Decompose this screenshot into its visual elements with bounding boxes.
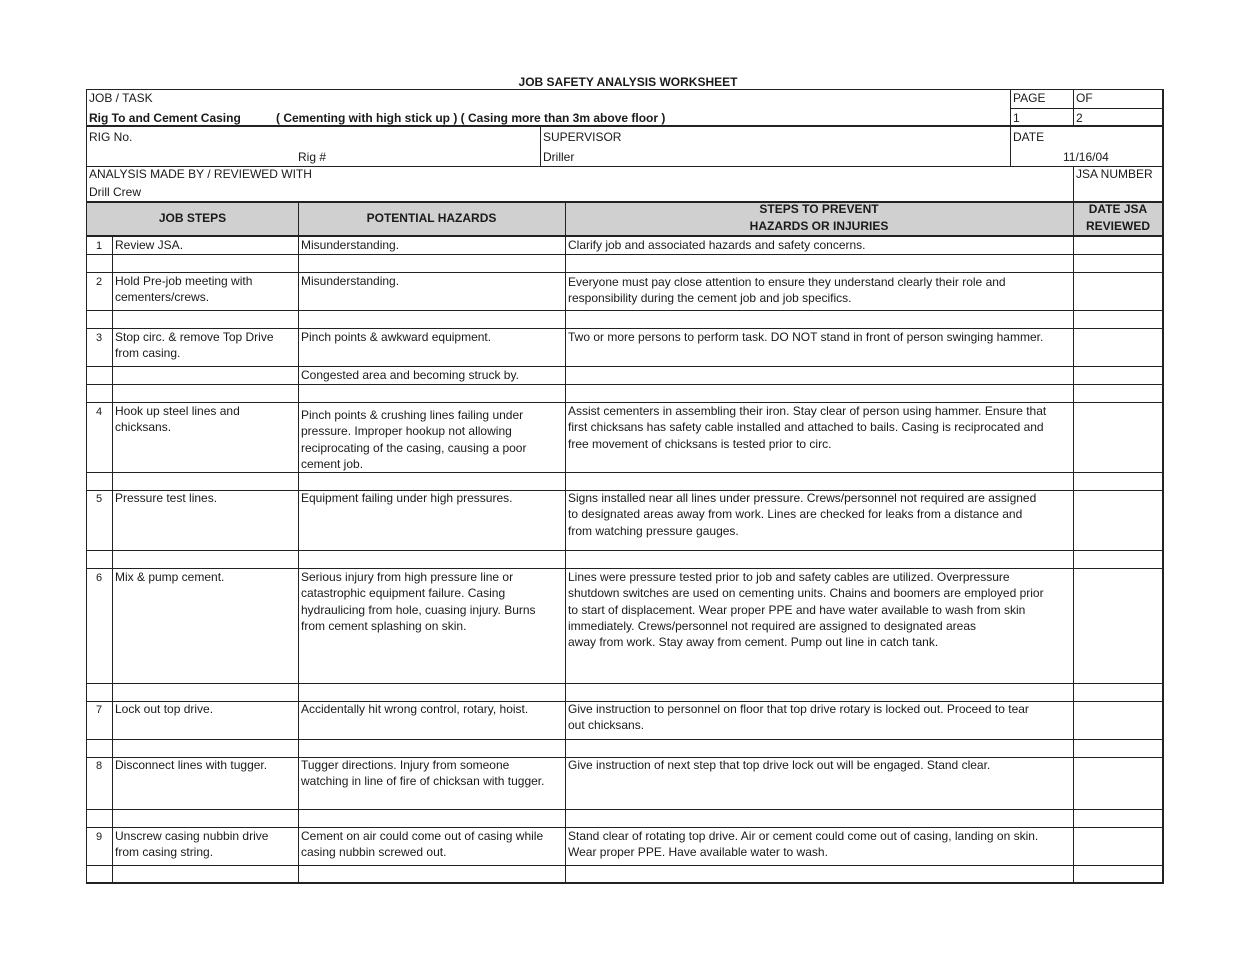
step-number: 7 — [95, 704, 103, 716]
row-line — [86, 366, 1163, 367]
jsa-number-label: JSA NUMBER — [1076, 167, 1153, 181]
rig-label: RIG No. — [89, 130, 133, 144]
step-number: 8 — [95, 760, 103, 772]
of-label: OF — [1076, 91, 1093, 105]
of-divider — [1073, 108, 1163, 109]
hazard-text: Accidentally hit wrong control, rotary, hoist. — [301, 702, 529, 716]
job-task-label: JOB / TASK — [89, 91, 153, 105]
prevent-text: Assist cementers in assembling their iron. Stay clear of person using hammer. Ensure that first chicksans has safety cable installed and attached to bails. Casing is reciprocated and free movement of chicksans is tested prior to circ. — [568, 404, 1047, 451]
step-number: 2 — [95, 276, 103, 288]
row-line — [86, 254, 1163, 255]
number-column-border — [112, 236, 113, 884]
header-top-border — [86, 89, 1163, 90]
prevent-text: Two or more persons to perform task. DO NOT stand in front of person swinging hammer. — [568, 330, 1044, 344]
table-right-border — [1162, 89, 1164, 884]
job-step-text: Pressure test lines. — [115, 491, 218, 505]
row-line — [86, 550, 1163, 551]
of-column-border — [1073, 89, 1074, 126]
prevent-text: Lines were pressure tested prior to job and safety cables are utilized. Overpressure shutdown switches are used on cementing units. Chains and boomers are employed prior to start of displacement. Wear proper PPE and have water available to wash from skin immediately. Crews/personnel not required are assigned to designated areas away from work. Stay away from cement. Pump out line in catch tank. — [568, 570, 1044, 650]
column-header-potential-hazards: POTENTIAL HAZARDS — [366, 211, 497, 225]
hazard-text: Serious injury from high pressure line or catastrophic equipment failure. Casing hydraulicing from hole, cuasing injury. Burns from cement splashing on skin. — [301, 570, 536, 633]
analysis-label: ANALYSIS MADE BY / REVIEWED WITH — [89, 167, 312, 181]
page-title: JOB SAFETY ANALYSIS WORKSHEET — [518, 75, 738, 89]
prevent-column-border — [565, 201, 566, 884]
date-value: 11/16/04 — [1063, 150, 1109, 164]
page-column-border — [1010, 89, 1011, 166]
row-line — [86, 865, 1163, 866]
date-column-border — [1073, 201, 1074, 884]
column-header-hazards-or-injuries: HAZARDS OR INJURIES — [749, 219, 889, 233]
rig-value: Rig # — [298, 150, 327, 164]
hazard-text: Misunderstanding. — [301, 274, 400, 288]
supervisor-label: SUPERVISOR — [543, 130, 622, 144]
row-line — [86, 809, 1163, 810]
of-value: 2 — [1076, 111, 1083, 125]
job-step-text: Hold Pre-job meeting with cementers/crews. — [115, 274, 253, 305]
job-step-text: Lock out top drive. — [115, 702, 214, 716]
page-divider — [1010, 108, 1073, 109]
step-number: 5 — [95, 493, 103, 505]
step-number: 6 — [95, 572, 103, 584]
column-header-date-jsa: DATE JSA — [1088, 202, 1148, 216]
prevent-text: Give instruction to personnel on floor that top drive rotary is locked out. Proceed to tear out chicksans. — [568, 702, 1029, 733]
jsa-number-border — [1073, 166, 1074, 202]
hazard-text: Congested area and becoming struck by. — [301, 368, 519, 382]
job-step-text: Disconnect lines with tugger. — [115, 758, 268, 772]
prevent-text: Clarify job and associated hazards and safety concerns. — [568, 238, 866, 252]
hazard-text: Tugger directions. Injury from someone watching in line of fire of chicksan with tugger. — [301, 758, 545, 789]
row-line — [86, 739, 1163, 740]
job-task-value: Rig To and Cement Casing — [89, 111, 241, 125]
job-task-detail: ( Cementing with high stick up ) ( Casing more than 3m above floor ) — [276, 111, 666, 125]
column-header-reviewed: REVIEWED — [1085, 219, 1150, 233]
step-number: 3 — [95, 332, 103, 344]
step-number: 1 — [95, 240, 103, 252]
row-line — [86, 683, 1163, 684]
hazard-text: Pinch points & crushing lines failing under pressure. Improper hookup not allowing reciprocating of the casing, causing a poor cement job. — [301, 408, 527, 471]
hazard-text: Pinch points & awkward equipment. — [301, 330, 492, 344]
supervisor-value: Driller — [543, 150, 575, 164]
hazard-text: Misunderstanding. — [301, 238, 400, 252]
prevent-text: Stand clear of rotating top drive. Air or cement could come out of casing, landing on skin. Wear proper PPE. Have available water to wash. — [568, 829, 1039, 860]
supervisor-column-border — [540, 126, 541, 166]
job-step-text: Unscrew casing nubbin drive from casing string. — [115, 829, 269, 860]
page-label: PAGE — [1013, 91, 1046, 105]
step-number: 4 — [95, 406, 103, 418]
job-step-text: Stop circ. & remove Top Drive from casing. — [115, 330, 274, 361]
row-line — [86, 384, 1163, 385]
job-step-text: Hook up steel lines and chicksans. — [115, 404, 240, 435]
page-value: 1 — [1013, 111, 1020, 125]
date-label: DATE — [1013, 130, 1045, 144]
column-header-steps-to-prevent: STEPS TO PREVENT — [759, 202, 879, 216]
step-number: 9 — [95, 831, 103, 843]
row-line — [86, 310, 1163, 311]
column-header-job-steps: JOB STEPS — [158, 211, 227, 225]
hazard-text: Cement on air could come out of casing while casing nubbin screwed out. — [301, 829, 544, 860]
job-step-text: Mix & pump cement. — [115, 570, 225, 584]
analysis-value: Drill Crew — [89, 185, 141, 199]
prevent-text: Signs installed near all lines under pressure. Crews/personnel not required are assigned to designated areas away from work. Lines are checked for leaks from a distance and from watching pressure gauges. — [568, 491, 1037, 538]
job-step-text: Review JSA. — [115, 238, 184, 252]
prevent-text: Everyone must pay close attention to ensure they understand clearly their role and responsibility during the cement job and job specifics. — [568, 275, 1006, 306]
table-bottom-border — [86, 882, 1163, 884]
prevent-text: Give instruction of next step that top drive lock out will be engaged. Stand clear. — [568, 758, 991, 772]
row-line — [86, 472, 1163, 473]
hazard-text: Equipment failing under high pressures. — [301, 491, 513, 505]
hazards-column-border — [298, 201, 299, 884]
